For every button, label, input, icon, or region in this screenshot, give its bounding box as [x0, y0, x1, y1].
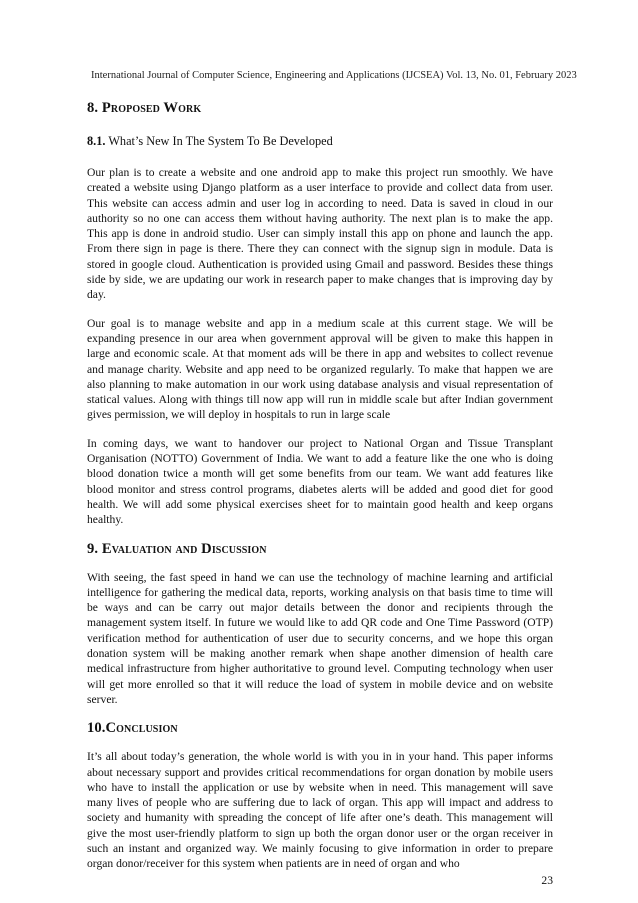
paragraph: In coming days, we want to handover our project to National Organ and Tissue Transplant Organisation (NOTTO) Government of India. We want to add a feature like the one who is doing blood donation twice a month will get some benefits from our team. We want add features like blood monitor and stress control programs, diabetes alerts will be added and good diet for good health. We will add some physical exercises sheet for to maintain good health and keep organs healthy. — [87, 436, 553, 527]
paragraph: It’s all about today’s generation, the whole world is with you in in your hand. This paper informs about necessary support and provides critical recommendations for organ donation by mobile users who have to install the application or use by website when in need. This management will save many lives of people who are suffering due to lack of organ. This app will impact and address to society and humanity with spreading the concept of life after one’s death. This management will give the most user-friendly platform to sign up both the organ donor user or the organ receiver in such an instant and organized way. We mainly focusing to give information in order to prepare organ donor/receiver for this system when patients are in need of organ and who — [87, 750, 553, 871]
subsection-8-1-heading — [87, 133, 553, 149]
paragraph: With seeing, the fast speed in hand we can use the technology of machine learning and artificial intelligence for gathering the medical data, reports, working analysis on that basis time to time will be ways and can be carry out major details between the donor and recipients through the management system itself. In future we would like to add QR code and One Time Password (OTP) verification method for authentication of user due to security concerns, and we hope this organ donation system will be making another remark when shape another dimension of health care medical infrastructure from higher authoritative to ground level. Computing technology when user will get more enrolled so that it will reduce the load of system in mobile device and on website server. — [87, 570, 553, 706]
subsection-title: What’s New In The System To Be Developed — [108, 134, 333, 148]
page-number: 23 — [541, 874, 553, 887]
paragraph: Our goal is to manage website and app in a medium scale at this current stage. We will be expanding presence in our area when government approval will be given to make this happen in large and economic scale. At that moment ads will be there in app and websites to collect revenue and manage charity. Website and app need to be organized regularly. To make that happen we are also planning to make automation in our work using database analysis and visual representation of statical values. Along with things till now app will run in middle scale but after Indian government gives permission, we will deploy in hospitals to run in large scale — [87, 316, 553, 422]
section-8-heading: 8. Proposed Work — [87, 100, 202, 116]
section-9-heading: 9. Evaluation and Discussion — [87, 540, 267, 557]
paragraph: Our plan is to create a website and one android app to make this project run smoothly. We have created a website using Django platform as a user interface to provide and collect data from user. This website can access admin and user log in according to need. Data is saved in cloud in our authority so no one can access them without having authority. The next plan is to make the app. This app is done in android studio. User can simply install this app on phone and launch the app. From there sign in page is there. There they can connect with the signup sign in module. Data is stored in google cloud. Authentication is provided using Gmail and password. Besides these things side by side, we are updating our work in research paper to make changes that is improving day by day. — [87, 166, 553, 302]
page-content — [87, 99, 553, 872]
running-header: International Journal of Computer Science, Engineering and Applications (IJCSEA) Vol. 13, No. 01, February 2023 — [91, 70, 577, 81]
subsection-number: 8.1. — [87, 134, 106, 148]
section-10-heading: 10.Conclusion — [87, 720, 178, 737]
